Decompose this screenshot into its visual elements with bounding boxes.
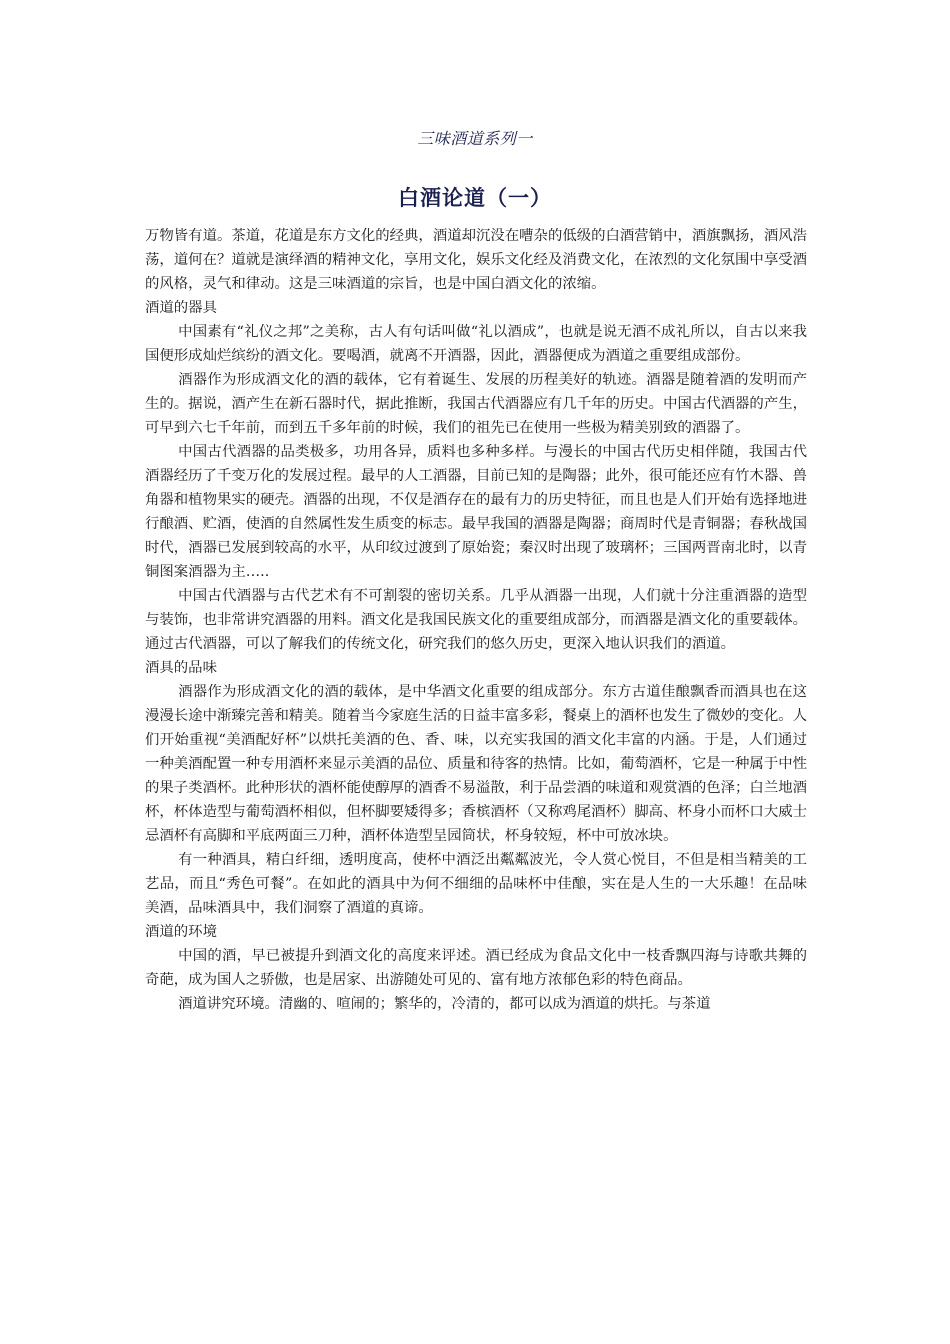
body-paragraph: 中国古代酒器与古代艺术有不可割裂的密切关系。几乎从酒器一出现，人们就十分注重酒器的造型与装饰，也非常讲究酒器的用料。酒文化是我国民族文化的重要组成部分，而酒器是酒文化的重要载体。通过古代酒器，可以了解我们的传统文化，研究我们的悠久历史，更深入地认识我们的酒道。 [145,588,807,652]
section-heading-environment: 酒道的环境 [145,924,217,940]
intro-paragraph: 万物皆有道。茶道，花道是东方文化的经典，酒道却沉没在嘈杂的低级的白酒营销中，酒旗飘扬，酒风浩荡，道何在？道就是演绎酒的精神文化，享用文化，娱乐文化经及消费文化，在浓烈的文化氛围中享受酒的风格，灵气和律动。这是三味酒道的宗旨，也是中国白酒文化的浓缩。 [145,228,807,292]
section-heading-taste: 酒具的品味 [145,660,217,676]
body-paragraph: 酒器作为形成酒文化的酒的载体，它有着诞生、发展的历程美好的轨迹。酒器是随着酒的发明而产生的。据说，酒产生在新石器时代，据此推断，我国古代酒器应有几千年的历史。中国古代酒器的产生，可早到六七千年前，而到五千多年前的时候，我们的祖先已在使用一些极为精美别致的酒器了。 [145,372,807,436]
document-body [145,224,807,1016]
body-paragraph: 酒器作为形成酒文化的酒的载体，是中华酒文化重要的组成部分。东方古道佳酿飘香而酒具也在这漫漫长途中渐臻完善和精美。随着当今家庭生活的日益丰富多彩，餐桌上的酒杯也发生了微妙的变化。人们开始重视“美酒配好杯”以烘托美酒的色、香、味，以充实我国的酒文化丰富的内涵。于是，人们通过一种美酒配置一种专用酒杯来显示美酒的品位、质量和待客的热情。比如，葡萄酒杯，它是一种属于中性的果子类酒杯。此种形状的酒杯能使醇厚的酒香不易溢散，利于品尝酒的味道和观赏酒的色泽；白兰地酒杯，杯体造型与葡萄酒杯相似，但杯脚要矮得多；香槟酒杯（又称鸡尾酒杯）脚高、杯身小而杯口大威士忌酒杯有高脚和平底两面三刀种，酒杯体造型呈园筒状，杯身较短，杯中可放冰块。 [145,684,807,844]
body-paragraph: 有一种酒具，精白纤细，透明度高，使杯中酒泛出粼粼波光，令人赏心悦目，不但是相当精美的工艺品，而且“秀色可餐”。在如此的酒具中为何不细细的品味杯中佳酿，实在是人生的一大乐趣！在品味美酒，品味酒具中，我们洞察了酒道的真谛。 [145,852,807,916]
series-subtitle: 三味酒道系列一 [417,129,533,148]
body-paragraph: 酒道讲究环境。清幽的、喧闹的；繁华的，冷清的，都可以成为酒道的烘托。与茶道 [178,996,711,1012]
section-heading-vessels: 酒道的器具 [145,300,217,316]
body-paragraph: 中国古代酒器的品类极多，功用各异，质料也多种多样。与漫长的中国古代历史相伴随，我国古代酒器经历了千变万化的发展过程。最早的人工酒器，目前已知的是陶器；此外，很可能还应有竹木器、兽角器和植物果实的硬壳。酒器的出现，不仅是酒存在的最有力的历史特征，而且也是人们开始有选择地进行酿酒、贮酒，使酒的自然属性发生质变的标志。最早我国的酒器是陶器；商周时代是青铜器；春秋战国时代，酒器已发展到较高的水平，从印纹过渡到了原始瓷；秦汉时出现了玻璃杯；三国两晋南北时，以青铜图案酒器为主….. [145,444,807,580]
document-title: 白酒论道（一） [398,186,552,210]
body-paragraph: 中国的酒，早已被提升到酒文化的高度来评述。酒已经成为食品文化中一枝香飘四海与诗歌共舞的奇葩，成为国人之骄傲，也是居家、出游随处可见的、富有地方浓郁色彩的特色商品。 [145,948,807,988]
body-paragraph: 中国素有“礼仪之邦”之美称，古人有句话叫做“礼以酒成”，也就是说无酒不成礼所以，自古以来我国便形成灿烂缤纷的酒文化。要喝酒，就离不开酒器，因此，酒器便成为酒道之重要组成部份。 [145,324,807,364]
